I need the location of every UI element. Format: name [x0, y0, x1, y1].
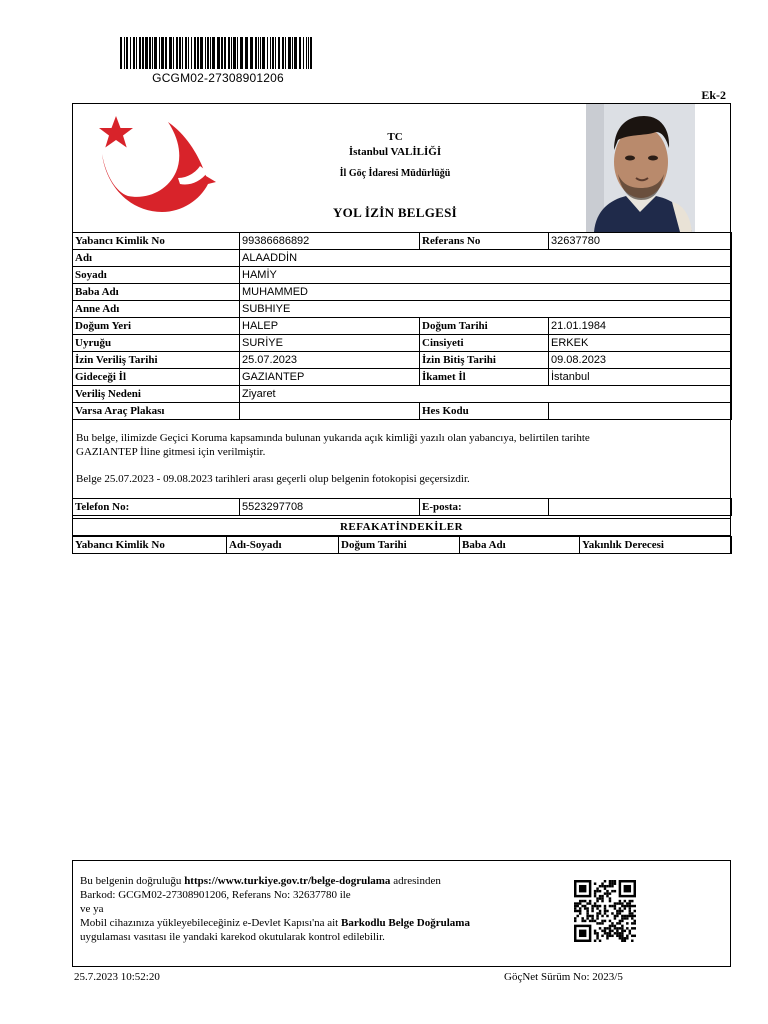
gender-value: ERKEK [549, 335, 732, 352]
annex-label: Ek-2 [701, 88, 726, 102]
table-row [73, 250, 732, 267]
validity-note: Belge 25.07.2023 - 09.08.2023 tarihleri arası geçerli olup belgenin fotokopisi geçersizdir. [76, 473, 470, 485]
barcode-image [120, 37, 316, 69]
qr-code-icon [572, 880, 638, 942]
gender-label: Cinsiyeti [420, 335, 549, 352]
table-row [73, 352, 732, 369]
vehicle-plate-value [240, 403, 420, 420]
surname-value: HAMİY [240, 267, 732, 284]
barcode-block [120, 37, 316, 85]
holder-photo [586, 104, 695, 232]
column-header: Doğum Tarihi [339, 537, 460, 554]
father-name-label: Baba Adı [73, 284, 240, 301]
note-line-2: GAZIANTEP İline gitmesi için verilmiştir. [76, 446, 266, 458]
table-row [73, 301, 732, 318]
table-row [73, 386, 732, 403]
table-row [73, 233, 732, 250]
birthdate-value: 21.01.1984 [549, 318, 732, 335]
foreign-id-label: Yabancı Kimlik No [73, 233, 240, 250]
issue-date-label: İzin Veriliş Tarihi [73, 352, 240, 369]
identity-table [72, 232, 732, 420]
permit-note [72, 424, 731, 498]
destination-value: GAZIANTEP [240, 369, 420, 386]
verification-url-link[interactable]: https://www.turkiye.gov.tr/belge-dogrulama [184, 875, 391, 887]
hes-code-value [549, 403, 732, 420]
verification-line-5: uygulaması vasıtası ile yandaki karekod okutularak kontrol edilebilir. [80, 931, 385, 943]
verification-line-1 [80, 874, 560, 888]
table-header-row [73, 537, 732, 554]
phone-value: 5523297708 [240, 499, 420, 516]
destination-label: Gideceği İl [73, 369, 240, 386]
name-label: Adı [73, 250, 240, 267]
table-row [73, 284, 732, 301]
document-title: YOL İZİN BELGESİ [332, 205, 457, 220]
table-row [73, 403, 732, 420]
mother-name-value: SUBHIYE [240, 301, 732, 318]
contact-table [72, 498, 732, 516]
print-timestamp: 25.7.2023 10:52:20 [74, 971, 160, 983]
phone-label: Telefon No: [73, 499, 240, 516]
hes-code-label: Hes Kodu [420, 403, 549, 420]
reference-label: Referans No [420, 233, 549, 250]
companions-table [72, 536, 732, 554]
table-row [73, 318, 732, 335]
verification-line-4 [80, 916, 560, 930]
end-date-label: İzin Bitiş Tarihi [420, 352, 549, 369]
residence-label: İkamet İl [420, 369, 549, 386]
verification-text [80, 874, 560, 944]
foreign-id-value: 99386686892 [240, 233, 420, 250]
father-name-value: MUHAMMED [240, 284, 732, 301]
column-header: Yakınlık Derecesi [580, 537, 732, 554]
email-value [549, 499, 732, 516]
nationality-label: Uyruğu [73, 335, 240, 352]
table-row [73, 335, 732, 352]
name-value: ALAADDİN [240, 250, 732, 267]
verification-line-3: ve ya [80, 903, 104, 915]
country-label: TC [387, 131, 403, 143]
table-row [73, 499, 732, 516]
verification-mobile-text: Mobil cihazınıza yükleyebileceğiniz e-Devlet Kapısı'na ait [80, 917, 341, 929]
governorship-label: İstanbul VALİLİĞİ [348, 146, 442, 158]
email-label: E-posta: [420, 499, 549, 516]
reason-value: Ziyaret [240, 386, 732, 403]
directorate-label: İl Göç İdaresi Müdürlüğü [339, 168, 451, 179]
column-header: Baba Adı [460, 537, 580, 554]
verification-app-name: Barkodlu Belge Doğrulama [341, 917, 470, 929]
end-date-value: 09.08.2023 [549, 352, 732, 369]
note-line-1: Bu belge, ilimizde Geçici Koruma kapsamında bulunan yukarıda açık kimliği yazılı olan yabancıya, belirtilen tarihte [76, 432, 590, 444]
residence-value: İstanbul [549, 369, 732, 386]
reference-value: 32637780 [549, 233, 732, 250]
birthdate-label: Doğum Tarihi [420, 318, 549, 335]
surname-label: Soyadı [73, 267, 240, 284]
nationality-value: SURİYE [240, 335, 420, 352]
table-row [73, 369, 732, 386]
mother-name-label: Anne Adı [73, 301, 240, 318]
verification-suffix: adresinden [390, 875, 441, 887]
reason-label: Veriliş Nedeni [73, 386, 240, 403]
table-row [73, 267, 732, 284]
companions-heading: REFAKATİNDEKİLER [72, 518, 731, 536]
crescent-star-emblem-icon [96, 114, 218, 216]
barcode-number: GCGM02-27308901206 [152, 71, 284, 85]
verification-intro: Bu belgenin doğruluğu [80, 875, 185, 887]
column-header: Yabancı Kimlik No [73, 537, 227, 554]
birthplace-label: Doğum Yeri [73, 318, 240, 335]
column-header: Adı-Soyadı [227, 537, 339, 554]
vehicle-plate-label: Varsa Araç Plakası [73, 403, 240, 420]
issuer-header [240, 130, 550, 188]
verification-line-2: Barkod: GCGM02-27308901206, Referans No: 32637780 ile [80, 889, 351, 901]
issue-date-value: 25.07.2023 [240, 352, 420, 369]
software-version: GöçNet Sürüm No: 2023/5 [504, 971, 623, 983]
birthplace-value: HALEP [240, 318, 420, 335]
